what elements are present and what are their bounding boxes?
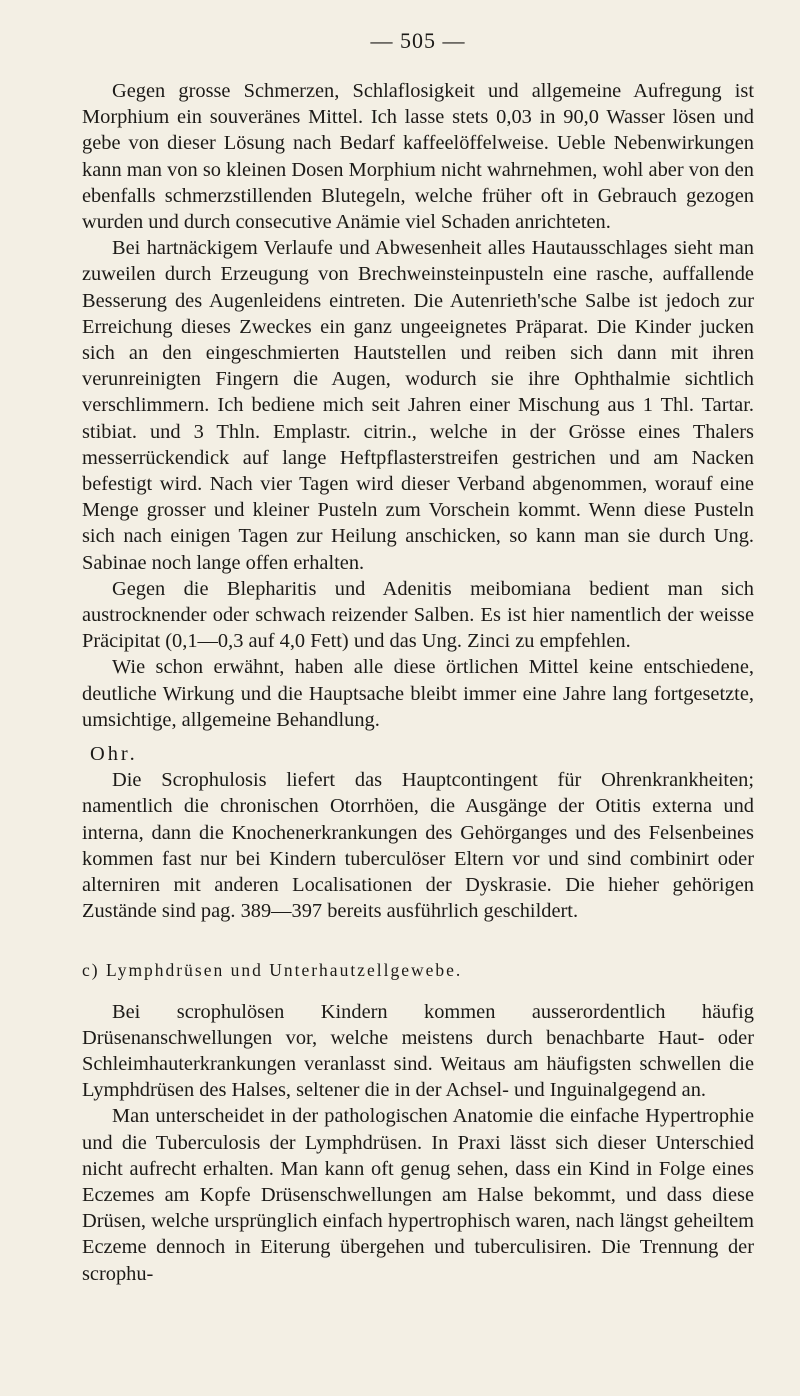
paragraph-morphium: Gegen grosse Schmerzen, Schlaflosigkeit und allgemeine Aufregung ist Morphium ein souveränes Mittel. Ich lasse stets 0,03 in 90,0 Wasser lösen und gebe von dieser Lösung nach Bedarf kaffeelöffelweise. Ueble Nebenwirkungen kann man von so kleinen Dosen Morphium nicht wahrnehmen, wohl aber von den ebenfalls schmerzstillenden Blutegeln, welche früher oft in Gebrauch gezogen wurden und durch consecutive Anämie viel Schaden anrichteten.: [82, 80, 754, 234]
paragraph-brechweinstein: Bei hartnäckigem Verlaufe und Abwesenheit alles Hautausschlages sieht man zuweilen durch Erzeugung von Brechweinsteinpusteln eine rasche, auffallende Besserung des Augenleidens eintreten. Die Autenrieth'sche Salbe ist jedoch zur Erreichung dieses Zweckes ein ganz ungeeignetes Präparat. Die Kinder jucken sich an den eingeschmierten Hautstellen und reiben sich dann mit ihren verunreinigten Fingern die Augen, wodurch sie ihre Ophthalmie sichtlich verschlimmern. Ich bediene mich seit Jahren einer Mischung aus 1 Thl. Tartar. stibiat. und 3 Thln. Emplastr. citrin., welche in der Grösse eines Thalers messerrückendick auf lange Heftpflasterstreifen gestrichen und am Nacken befestigt wird. Nach vier Tagen wird dieser Verband abgenommen, worauf eine Menge grosser und kleiner Pusteln zum Vorschein kommt. Wenn diese Pusteln sich nach einigen Tagen zur Heilung anschicken, so kann man sie durch Ung. Sabinae noch lange offen erhalten.: [82, 237, 754, 574]
section-title-ohr: Ohr.: [90, 743, 138, 766]
paragraph-ohr: Die Scrophulosis liefert das Hauptcontingent für Ohrenkrankheiten; namentlich die chronischen Otorrhöen, die Ausgänge der Otitis externa und interna, dann die Knochenerkrankungen des Gehörganges und des Felsenbeines kommen fast nur bei Kindern tuberculöser Eltern vor und sind combinirt oder alterniren mit anderen Localisationen der Dyskrasie. Die hieher gehörigen Zustände sind pag. 389—397 bereits ausführlich geschildert.: [82, 769, 754, 923]
paragraph-behandlung: Wie schon erwähnt, haben alle diese örtlichen Mittel keine entschiedene, deutliche Wirkung und die Hauptsache bleibt immer eine Jahre lang fortgesetzte, umsichtige, allgemeine Behandlung.: [82, 656, 754, 731]
sub-heading-lymphdruesen: c) Lymphdrüsen und Unterhautzellgewebe.: [82, 959, 463, 980]
paragraph-hypertrophie: Man unterscheidet in der pathologischen Anatomie die einfache Hypertrophie und die Tuberculosis der Lymphdrüsen. In Praxi lässt sich dieser Unterschied nicht aufrecht erhalten. Man kann oft genug sehen, dass ein Kind in Folge eines Eczemes am Kopfe Drüsenschwellungen am Halse bekommt, und dass diese Drüsen, welche ursprünglich einfach hypertrophisch waren, nach längst geheiltem Eczeme dennoch in Eiterung übergehen und tuberculisiren. Die Trennung der scrophu-: [82, 1105, 754, 1285]
page-number: — 505 —: [370, 28, 466, 53]
paragraph-blepharitis: Gegen die Blepharitis und Adenitis meibomiana bedient man sich austrocknender oder schwach reizender Salben. Es ist hier namentlich der weisse Präcipitat (0,1—0,3 auf 4,0 Fett) und das Ung. Zinci zu empfehlen.: [82, 577, 754, 653]
book-page: [82, 30, 754, 1287]
paragraph-druesenanschwellungen: Bei scrophulösen Kindern kommen ausserordentlich häufig Drüsenanschwellungen vor, welche meistens durch benachbarte Haut- oder Schleimhauterkrankungen veranlasst sind. Weitaus am häufigsten schwellen die Lymphdrüsen des Halses, seltener die in der Achsel- und Inguinalgegend an.: [82, 1000, 754, 1102]
